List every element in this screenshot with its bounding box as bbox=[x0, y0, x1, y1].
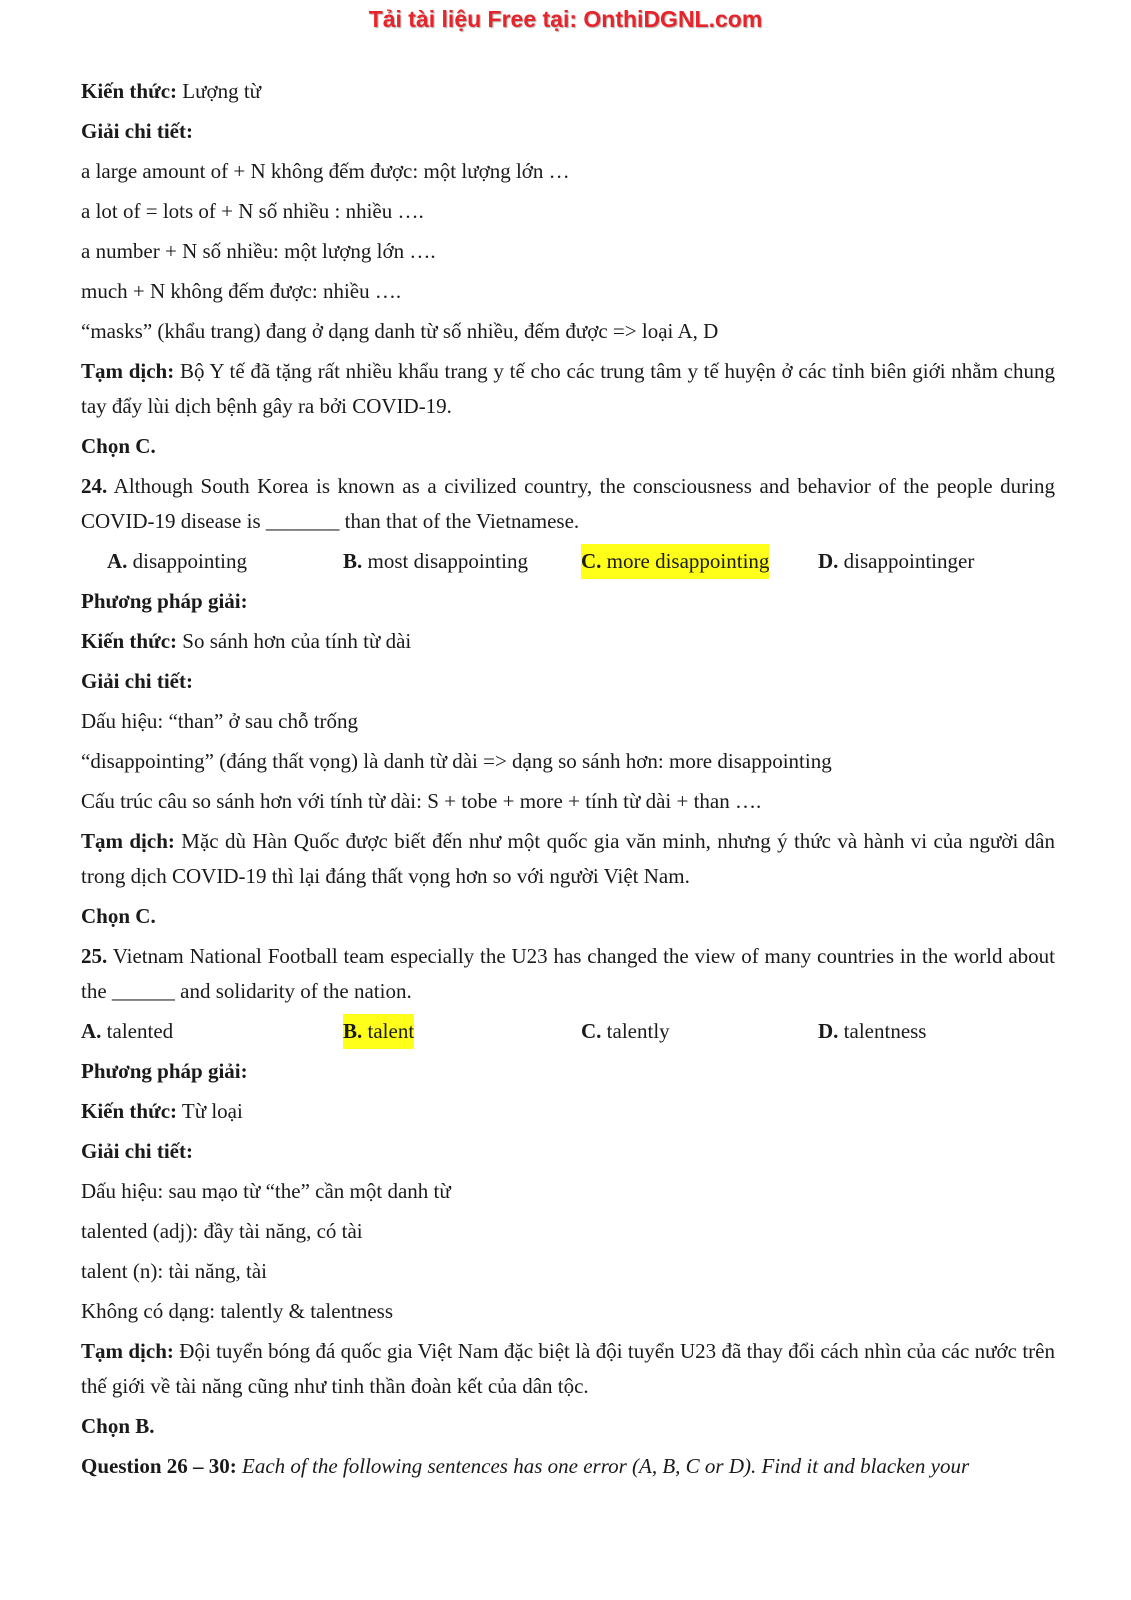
question-number: 25. bbox=[81, 944, 108, 968]
q25-knowledge bbox=[81, 1094, 1055, 1129]
option-text: most disappointing bbox=[362, 549, 528, 573]
translation-text: Mặc dù Hàn Quốc được biết đến như một quốc gia văn minh, nhưng ý thức và hành vi của người dân trong dịch COVID-19 thì lại đáng thất vọng hơn so với người Việt Nam. bbox=[81, 829, 1055, 888]
q23-detail-line: “masks” (khẩu trang) đang ở dạng danh từ số nhiều, đếm được => loại A, D bbox=[81, 319, 719, 343]
q24-translation bbox=[81, 824, 1055, 894]
q23-detail-line: a number + N số nhiều: một lượng lớn …. bbox=[81, 239, 436, 263]
knowledge-label: Kiến thức: bbox=[81, 1099, 178, 1123]
q25-question bbox=[81, 939, 1055, 1009]
q24-method-heading bbox=[81, 584, 1055, 619]
q25-option-c bbox=[581, 1014, 670, 1049]
answer-label: Chọn B. bbox=[81, 1414, 155, 1438]
option-text: disappointing bbox=[127, 549, 248, 573]
question-text: Vietnam National Football team especially the U23 has changed the view of many countries in the world about the ______ and solidarity of the nation. bbox=[81, 944, 1055, 1003]
q25-option-a bbox=[81, 1014, 173, 1049]
q25-detail-heading bbox=[81, 1134, 1055, 1169]
knowledge-text: Lượng từ bbox=[177, 79, 262, 103]
question-text: Although South Korea is known as a civilized country, the consciousness and behavior of the people during COVID-19 disease is _______ than that of the Vietnamese. bbox=[81, 474, 1055, 533]
detail-label: Giải chi tiết: bbox=[81, 119, 193, 143]
q23-translation bbox=[81, 354, 1055, 424]
q25-option-d bbox=[818, 1014, 926, 1049]
q24-knowledge bbox=[81, 624, 1055, 659]
option-text: talent bbox=[362, 1019, 415, 1043]
q24-detail-line: Cấu trúc câu so sánh hơn với tính từ dài: S + tobe + more + tính từ dài + than …. bbox=[81, 789, 762, 813]
option-letter: A. bbox=[107, 549, 128, 573]
site-banner[interactable]: Tải tài liệu Free tại: OnthiDGNL.com bbox=[368, 6, 763, 32]
option-letter: D. bbox=[818, 549, 839, 573]
option-letter: A. bbox=[81, 1019, 102, 1043]
q23-answer bbox=[81, 429, 1055, 464]
q25-answer bbox=[81, 1409, 1055, 1444]
answer-label: Chọn C. bbox=[81, 434, 156, 458]
translation-text: Bộ Y tế đã tặng rất nhiều khẩu trang y tế cho các trung tâm y tế huyện ở các tỉnh biên giới nhằm chung tay đẩy lùi dịch bệnh gây ra bởi COVID-19. bbox=[81, 359, 1055, 418]
option-text: talented bbox=[101, 1019, 174, 1043]
q25-detail-line: talent (n): tài năng, tài bbox=[81, 1259, 268, 1283]
q24-option-c-correct bbox=[581, 544, 769, 579]
q24-options bbox=[81, 544, 1055, 579]
option-text: talently bbox=[601, 1019, 670, 1043]
knowledge-label: Kiến thức: bbox=[81, 629, 178, 653]
q24-option-a bbox=[107, 544, 247, 579]
method-label: Phương pháp giải: bbox=[81, 589, 248, 613]
detail-label: Giải chi tiết: bbox=[81, 1139, 193, 1163]
q23-detail-line: a lot of = lots of + N số nhiều : nhiều …. bbox=[81, 199, 424, 223]
q23-detail-line: much + N không đếm được: nhiều …. bbox=[81, 279, 402, 303]
q24-detail-heading bbox=[81, 664, 1055, 699]
option-letter: C. bbox=[581, 1019, 602, 1043]
q24-option-d bbox=[818, 544, 974, 579]
option-text: more disappointing bbox=[601, 549, 770, 573]
detail-label: Giải chi tiết: bbox=[81, 669, 193, 693]
translation-label: Tạm dịch: bbox=[81, 359, 175, 383]
translation-text: Đội tuyển bóng đá quốc gia Việt Nam đặc biệt là đội tuyển U23 đã thay đổi cách nhìn của các nước trên thế giới về tài năng cũng như tinh thần đoàn kết của dân tộc. bbox=[81, 1339, 1055, 1398]
knowledge-text: So sánh hơn của tính từ dài bbox=[177, 629, 412, 653]
section-label: Question 26 – 30: bbox=[81, 1454, 237, 1478]
question-number: 24. bbox=[81, 474, 108, 498]
answer-label: Chọn C. bbox=[81, 904, 156, 928]
q24-question bbox=[81, 469, 1055, 539]
document-body bbox=[81, 74, 1055, 1489]
q25-detail-line: talented (adj): đầy tài năng, có tài bbox=[81, 1219, 363, 1243]
q25-detail-line: Dấu hiệu: sau mạo từ “the” cần một danh từ bbox=[81, 1179, 451, 1203]
q23-detail-line: a large amount of + N không đếm được: một lượng lớn … bbox=[81, 159, 570, 183]
q26-30-instruction bbox=[81, 1449, 1055, 1484]
q24-detail-line: Dấu hiệu: “than” ở sau chỗ trống bbox=[81, 709, 359, 733]
q24-detail-line: “disappointing” (đáng thất vọng) là danh từ dài => dạng so sánh hơn: more disappointing bbox=[81, 749, 832, 773]
option-letter: D. bbox=[818, 1019, 839, 1043]
q23-knowledge bbox=[81, 74, 1055, 109]
method-label: Phương pháp giải: bbox=[81, 1059, 248, 1083]
q25-detail-line: Không có dạng: talently & talentness bbox=[81, 1299, 394, 1323]
section-instruction: Each of the following sentences has one error (A, B, C or D). Find it and blacken your bbox=[236, 1454, 970, 1478]
option-text: talentness bbox=[838, 1019, 927, 1043]
knowledge-text: Từ loại bbox=[177, 1099, 243, 1123]
q25-method-heading bbox=[81, 1054, 1055, 1089]
option-letter: C. bbox=[581, 549, 602, 573]
knowledge-label: Kiến thức: bbox=[81, 79, 178, 103]
option-text: disappointinger bbox=[838, 549, 975, 573]
q25-option-b-correct bbox=[343, 1014, 414, 1049]
translation-label: Tạm dịch: bbox=[81, 829, 175, 853]
q24-option-b bbox=[343, 544, 528, 579]
q23-detail-heading bbox=[81, 114, 1055, 149]
option-letter: B. bbox=[343, 549, 363, 573]
q25-options bbox=[81, 1014, 1055, 1049]
option-letter: B. bbox=[343, 1019, 363, 1043]
translation-label: Tạm dịch: bbox=[81, 1339, 174, 1363]
q25-translation bbox=[81, 1334, 1055, 1404]
q24-answer bbox=[81, 899, 1055, 934]
